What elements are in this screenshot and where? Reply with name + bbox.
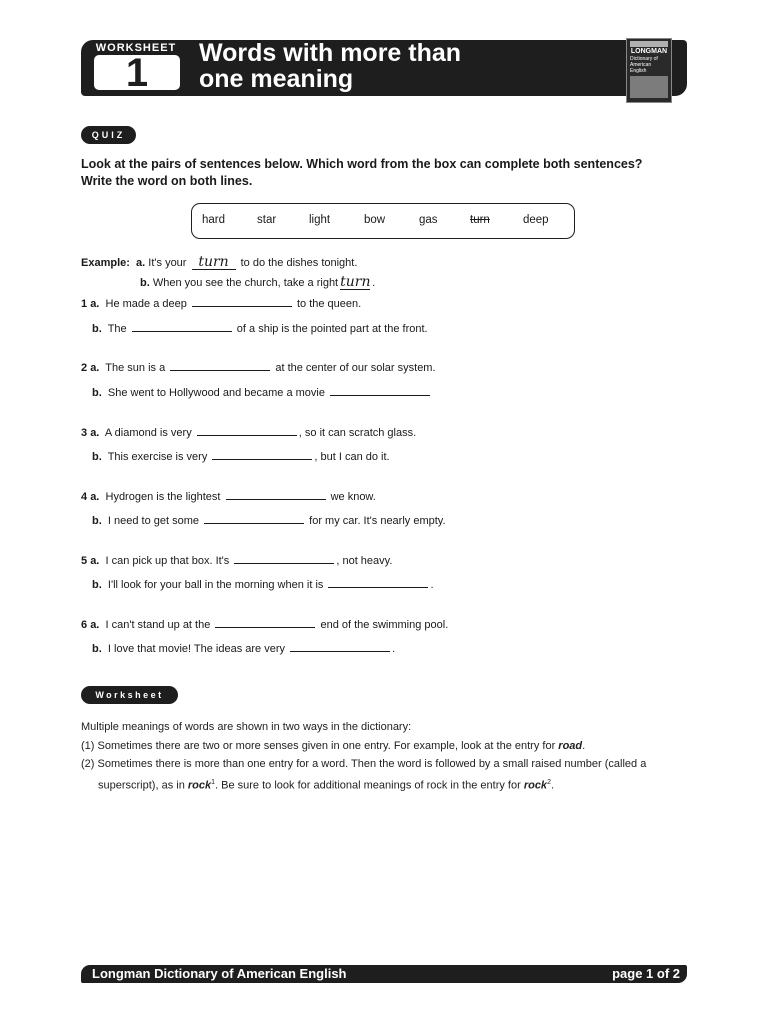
worksheet-intro: Multiple meanings of words are shown in two ways in the dictionary: xyxy=(81,721,412,733)
example-a xyxy=(81,255,357,270)
answer-blank[interactable] xyxy=(234,552,334,564)
word-box-item: star xyxy=(257,214,277,226)
item-text-after: , not heavy. xyxy=(336,555,393,567)
answer-blank[interactable] xyxy=(215,616,315,628)
page-number: page 1 of 2 xyxy=(612,966,680,981)
point-2-word-1: rock xyxy=(187,779,212,792)
point-1-end: . xyxy=(582,739,586,752)
dictionary-cover-image xyxy=(626,38,672,103)
item-2b xyxy=(92,384,432,400)
item-5b xyxy=(92,576,434,592)
item-text-before: This exercise is very xyxy=(107,451,208,463)
item-text-before: He made a deep xyxy=(105,298,187,310)
item-3b xyxy=(92,448,390,464)
cover-picture xyxy=(630,76,668,98)
answer-blank[interactable] xyxy=(328,576,428,588)
item-text-after: end of the swimming pool. xyxy=(320,619,449,631)
point-2-end: . xyxy=(550,779,555,792)
item-1b xyxy=(92,320,428,336)
item-text-after: , so it can scratch glass. xyxy=(298,427,417,439)
item-text-before: I can't stand up at the xyxy=(105,619,211,631)
answer-blank[interactable] xyxy=(170,359,270,371)
item-number: 4 xyxy=(81,491,88,503)
worksheet-point-2 xyxy=(81,755,691,795)
item-3a xyxy=(81,424,416,440)
item-4a xyxy=(81,488,376,504)
word-box xyxy=(191,203,575,239)
cover-title: Dictionary of American English xyxy=(630,56,658,74)
answer-blank[interactable] xyxy=(132,320,232,332)
item-text-after: for my car. It's nearly empty. xyxy=(309,515,446,527)
item-4b xyxy=(92,512,446,528)
page-title xyxy=(199,40,599,92)
item-part-label: a. xyxy=(90,619,100,631)
item-part-label: a. xyxy=(90,491,100,503)
worksheet-section-label: Worksheet xyxy=(81,686,178,704)
example-a-before: It's your xyxy=(148,257,187,269)
point-2-line2 xyxy=(81,774,691,795)
answer-blank[interactable] xyxy=(197,424,297,436)
point-2-line1: (2) Sometimes there is more than one entry for a word. Then the word is followed by a small raised number (called a xyxy=(81,758,647,770)
point-2-sup-2: 2 xyxy=(547,778,551,786)
item-1a xyxy=(81,295,361,311)
page-title-line2: one meaning xyxy=(199,65,354,93)
item-part-label: a. xyxy=(90,298,100,310)
item-6b xyxy=(92,640,395,656)
point-2-text-a: superscript), as in xyxy=(98,779,185,792)
item-2a xyxy=(81,359,436,375)
item-text-after: we know. xyxy=(330,491,376,503)
footer-title: Longman Dictionary of American English xyxy=(92,966,347,981)
item-number: 3 xyxy=(81,427,88,439)
item-6a xyxy=(81,616,448,632)
point-2-word-2: rock xyxy=(523,779,548,792)
quiz-label: QUIZ xyxy=(81,126,136,144)
item-text-after: . xyxy=(392,643,396,655)
item-part-label: b. xyxy=(92,323,102,335)
item-part-label: a. xyxy=(90,362,100,374)
point-1-word: road xyxy=(558,739,583,752)
example-b-before: When you see the church, take a right xyxy=(152,277,339,289)
point-1-text: (1) Sometimes there are two or more senses given in one entry. For example, look at the entry for xyxy=(81,739,556,752)
item-text-after: at the center of our solar system. xyxy=(275,362,436,374)
item-text-before: I'll look for your ball in the morning when it is xyxy=(107,579,324,591)
worksheet-number: 1 xyxy=(125,51,149,95)
item-part-label: a. xyxy=(90,555,100,567)
point-2-text-b: . Be sure to look for additional meanings of rock in the entry for xyxy=(215,779,521,792)
example-b-after: . xyxy=(372,277,376,289)
item-number: 2 xyxy=(81,362,88,374)
cover-top-strip xyxy=(630,41,668,47)
item-part-label: b. xyxy=(92,515,102,527)
page-title-line1: Words with more than xyxy=(199,39,462,67)
answer-blank[interactable] xyxy=(204,512,304,524)
item-part-label: b. xyxy=(92,643,102,655)
item-part-label: b. xyxy=(92,451,102,463)
worksheet-body xyxy=(81,718,691,795)
item-part-label: b. xyxy=(92,387,102,399)
item-text-before: Hydrogen is the lightest xyxy=(105,491,221,503)
example-a-label: a. xyxy=(136,257,146,269)
item-text-before: The xyxy=(107,323,127,335)
quiz-instructions xyxy=(81,156,681,190)
item-number: 6 xyxy=(81,619,88,631)
answer-blank[interactable] xyxy=(212,448,312,460)
word-box-item: deep xyxy=(523,214,549,226)
item-5a xyxy=(81,552,392,568)
example-a-after: to do the dishes tonight. xyxy=(240,257,358,269)
answer-blank[interactable] xyxy=(330,384,430,396)
answer-blank[interactable] xyxy=(192,295,292,307)
word-box-item: gas xyxy=(419,214,438,226)
item-text-after: of a ship is the pointed part at the front. xyxy=(236,323,428,335)
worksheet-point-1 xyxy=(81,737,691,756)
point-2-sup-1: 1 xyxy=(211,778,216,786)
example-b xyxy=(140,275,375,290)
item-text-after: . xyxy=(430,579,434,591)
item-text-before: She went to Hollywood and became a movie xyxy=(107,387,325,399)
item-text-before: The sun is a xyxy=(105,362,166,374)
item-number: 5 xyxy=(81,555,88,567)
item-text-after: , but I can do it. xyxy=(314,451,390,463)
word-box-item: bow xyxy=(364,214,386,226)
item-text-before: I can pick up that box. It's xyxy=(105,555,230,567)
cover-brand: LONGMAN xyxy=(630,48,668,55)
word-box-item: light xyxy=(309,214,331,226)
item-text-before: A diamond is very xyxy=(104,427,192,439)
instruction-line2: Write the word on both lines. xyxy=(81,174,253,188)
answer-blank[interactable] xyxy=(290,640,390,652)
instruction-line1: Look at the pairs of sentences below. Which word from the box can complete both sentences? xyxy=(81,157,643,171)
item-number: 1 xyxy=(81,298,88,310)
answer-blank[interactable] xyxy=(226,488,326,500)
item-part-label: a. xyxy=(90,427,100,439)
word-box-item-used: turn xyxy=(470,214,490,226)
item-text-before: I love that movie! The ideas are very xyxy=(107,643,286,655)
example-a-answer: turn xyxy=(192,255,236,270)
example-b-answer: turn xyxy=(340,274,371,290)
word-box-item: hard xyxy=(202,214,226,226)
item-text-after: to the queen. xyxy=(296,298,362,310)
example-label: Example: xyxy=(81,257,130,269)
item-text-before: I need to get some xyxy=(107,515,200,527)
example-b-label: b. xyxy=(140,277,150,289)
item-part-label: b. xyxy=(92,579,102,591)
worksheet-label: WORKSHEET xyxy=(95,42,177,54)
